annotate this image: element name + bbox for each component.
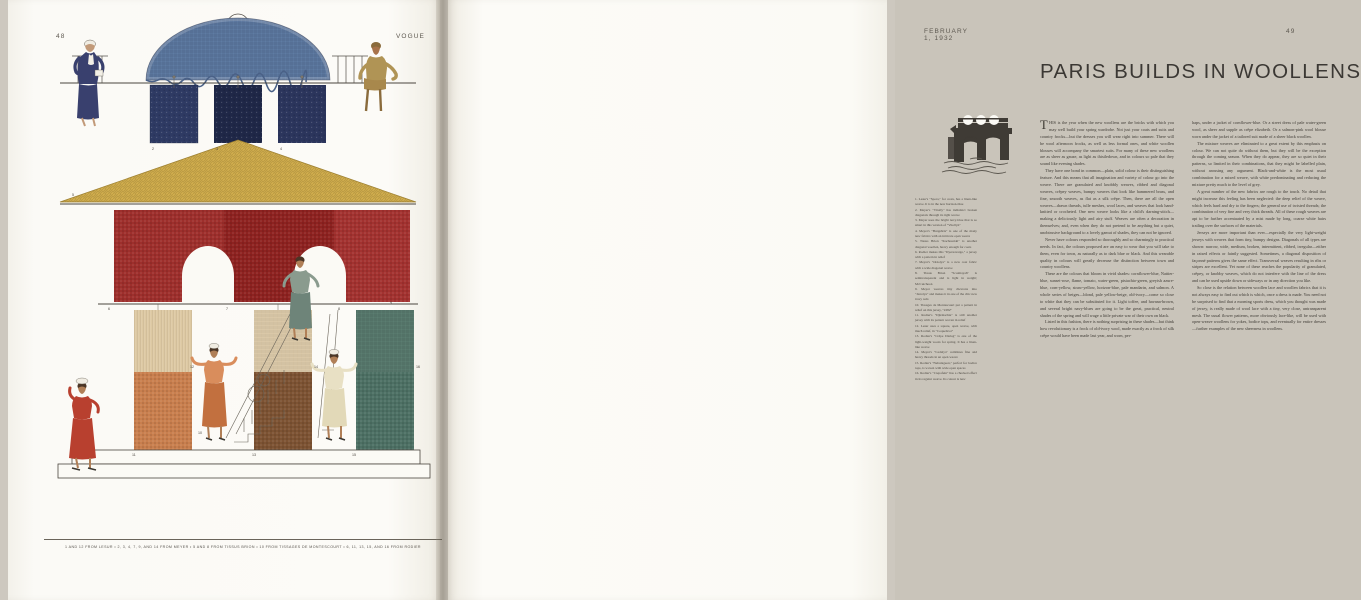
- caption-item: 16. Rodier's "Crepafein" has a checked effect in its regular weave. Its colour is new: [915, 371, 977, 381]
- swatch-col-oat: [254, 310, 312, 450]
- swatch-pediment: [60, 140, 416, 204]
- svg-text:5: 5: [72, 193, 74, 197]
- page-title: PARIS BUILDS IN WOOLLENS: [1040, 60, 1361, 83]
- right-folio: 49: [1286, 28, 1296, 35]
- caption-item: 5. Tissus Brion "Kachouriah" is another diagonal woollen, heavy enough for coats: [915, 239, 977, 249]
- article-paragraph: They have one bond in common—plain, solid colour is their distinguishing feature. And this means that all imagination and variety of colour go into the weave. There are granulated and knobbly weaves, ribbed and diagonal weaves, crêpey weaves, bumpy weaves that look like hammered brass, and fine, smooth weaves, as flat as a silk crêpe. Then, there are all the open weaves—drawn threads, tulle meshes, wool laces, and weaves that look hand-knitted or crocheted. One new weave looks like a child's darning-stitch—making a deliciously light and airy stuff. Weaves are often a decoration in themselves; and, even when they do not pretend to be anything but a quiet, unobtrusive background to a lovely gamut of shades, they can not be ignored.: [1040, 168, 1174, 235]
- caption-item: 13. Rodier's "Crêpe Dialog" is one of the light-weight wools for spring. It has a linen-like weave: [915, 334, 977, 349]
- svg-text:6: 6: [108, 307, 110, 311]
- water-lines: [942, 158, 1008, 174]
- svg-text:13: 13: [252, 453, 256, 457]
- plinth: [58, 450, 430, 478]
- caption-item: 15. Rodier's "Nebulageon," perfect for bodice tops, is woven with wide open spaces: [915, 360, 977, 370]
- caption-item: 8. Tissus Brion "Scotmayah" is semitransparent and is light in weight; McCutcheon: [915, 270, 977, 286]
- svg-text:4: 4: [280, 147, 282, 151]
- caption-item: 12. Lesur uses a square, open weave, with much relief, in "Coquelicot": [915, 323, 977, 334]
- svg-text:12: 12: [190, 365, 194, 369]
- article-column-2: [1192, 120, 1326, 333]
- svg-text:16: 16: [416, 365, 420, 369]
- article-paragraph: A great number of the new fabrics are rough to the touch. No detail that might increase this feeling has been neglected: the deep relief of the weave, which feels hard and dry to the fingers; the general use of twisted threads; the combination of very fine and very thick threads. All of these rough weaves are apt to be further accentuated by a mist made by long, coarse white hairs trailing over the surfaces of the materials.: [1192, 188, 1326, 229]
- figure-terracotta: [192, 343, 236, 440]
- article-paragraph: [1040, 120, 1174, 168]
- swatch-col-teal: [356, 310, 414, 450]
- left-folio: 48: [56, 33, 66, 40]
- article-paragraph: Never have colours responded so thoroughly and so charmingly to practical needs. In fact, the colours proposed are an easy to wear that you will take to them, even for town, as naturally as to dark blue or black. And this wearable quality in colours will greatly decrease the distinction between town and country woollens.: [1040, 236, 1174, 270]
- swatch-credits: 1 AND 12 FROM LESUR • 2, 3, 4, 7, 9, AND 14 FROM MEYER • 5 AND 8 FROM TISSUS BRION • 10 FROM TISSAGES DE MONTESCOURT • 6, 11, 13, 15, AND 16 FROM RODIER: [65, 545, 421, 549]
- brick-pins: [158, 304, 278, 310]
- credits-rule: [44, 539, 442, 540]
- publication-name: VOGUE: [396, 33, 425, 40]
- illustration: [38, 14, 438, 539]
- article-paragraph: So close is the relation between woollen lace and woollen fabrics that it is not always easy to find out which is which, once a dress is made. You need not be surprised to find that a morning sports dress, which you thought was made of jersey, is really made of wool lace with a tiny, very close, untransparent mesh. The usual flower patterns, more obviously lace-like, will be used with open-weave woollens for yokes, bodice tops, and eventually for entire dresses—further examples of the new sheerness in woollens.: [1192, 285, 1326, 332]
- caption-item: 10. Tissages de Montescourt put a pattern in relief on this jersey, "2282": [915, 302, 977, 312]
- figure-ivory: [312, 349, 356, 440]
- svg-text:8: 8: [338, 307, 340, 311]
- figure-tan-seated: [360, 42, 396, 111]
- svg-text:14: 14: [314, 365, 318, 369]
- right-page: [448, 0, 1361, 600]
- swatch-column-navy-right: [278, 85, 326, 143]
- svg-text:15: 15: [352, 453, 356, 457]
- swatch-col-cream: [134, 310, 192, 450]
- drop-cap: T: [1040, 118, 1048, 132]
- caption-item: 4. Meyer's "Burgehris" is one of the many new fabrics with an intricate open weave: [915, 228, 977, 238]
- article-paragraph: Listed in this fashion, there is nothing surprising in these shades—but think how revolutionary is a frock of old-ivory wool, made exactly as a frock of silk crêpe would have been made last year, and worn, per-: [1040, 319, 1174, 339]
- issue-date: FEBRUARY 1, 1932: [924, 28, 968, 42]
- article-paragraph: These are the colours that bloom in vivid shades: cornflower-blue, Nattier-blue, sunset-rose, flame, tomato, water-green, pistachio-green, greyish azure-blue, corn-yellow, straw-yellow, horizon-blue, pale mandarin, and salmon. A whole series of beiges—blond, pale yellow-beige, old-ivory—come so close to white that they can be substituted for it. Light toffee, and havana-brown, and several bright navy-blues are going to be the great, practical, neutral shades of the spring and will wage a little private war of their own on black.: [1040, 271, 1174, 318]
- caption-item: 3. Meyer uses the bright navy-blue that is so smart in this version of "Vitollyn": [915, 218, 977, 228]
- aqueduct-vignette: [940, 103, 1022, 177]
- caption-item: 1. Lesur's "Spora," for coats, has a linen-like weave. It is in the new horizon-blue: [915, 197, 977, 207]
- svg-text:9: 9: [390, 301, 392, 305]
- left-page: [8, 0, 440, 600]
- article-paragraph: Jerseys are more important than ever—especially the very light-weight jerseys with weaves that form tiny, bumpy designs. Diagonals of all types are shown: narrow, wide, medium, broken, intermittent, ribbed, irregular—either in raised effects or faintly suggested. Sometimes, a diagonal disposition of façonné patterns gives the same effect. Transversal weaves resulting in ribs or stripes are excellent. Yet none of these reaches the popularity of granulated, crêpey, or knobby weaves, which do not interfere with the line of the dress and can be used upside down or sideways or in any direction you like.: [1192, 230, 1326, 284]
- caption-item: 14. Meyer's "Cedalya" combines fine and heavy threads in an open weave: [915, 350, 977, 360]
- caption-item: 6. Rodier makes this "Dyersavarge," a jersey with a pattern in relief: [915, 249, 977, 260]
- svg-text:7: 7: [226, 307, 228, 311]
- caption-item: 11. Rodier's "Djirmachie" is still another jersey with its pattern woven in relief: [915, 313, 977, 323]
- svg-text:11: 11: [132, 453, 136, 457]
- svg-text:3: 3: [216, 147, 218, 151]
- svg-text:2: 2: [152, 147, 154, 151]
- figure-red: [69, 378, 98, 470]
- caption-item: 7. Meyer's "Oréolya" is a new coat fabric with a wide diagonal weave: [915, 260, 977, 270]
- swatch-caption-column: [915, 197, 977, 382]
- caption-item: 9. Meyer weaves tiny chevrons into "Jarrelya" and makes it in one of the chic new ivory reds: [915, 286, 977, 302]
- article-paragraph: The mixture weaves are eliminated to a great extent by this emphasis on colour. We can not quite do without them, but they will be the exception through the coming season. When they do appear, they are so quiet in their patterns, so limited in their combinations, that they might be labelled plain, without arousing any argument. Black-and-white is the most usual combination for a mixed weave, with white predominating and reducing the mixture pretty much to the level of grey.: [1192, 140, 1326, 187]
- swatch-column-navy-left: [150, 85, 198, 143]
- illustration-svg: [38, 14, 438, 539]
- article-paragraph: haps, under a jacket of cornflower-blue. Or a street dress of pale water-green wool, as sheer and supple as crêpe elizabeth. Or a salmon-pink wool blouse worn under the jacket of a tailored suit made of a sheer black woollen.: [1192, 120, 1326, 139]
- caption-item: 2. Meyer's "Vitolly" has indistinct broken diagonals through its tight weave: [915, 207, 977, 217]
- swatch-column-navy-center: [214, 85, 262, 143]
- svg-text:10: 10: [198, 431, 202, 435]
- paragraph-text: HIS is the year when the new woollens are the bricks with which you may well build your spring wardrobe. Not just your coats and suits and country frocks—but the dresses you will wear right into summer. There will be wool afternoon frocks, as well as less formal ones, and white woollen blouses will accompany the smartest suits. For many of these new woollens are as sheer as gauze, as light as thistledown, and in colours so pale that they sound like evening shades.: [1040, 120, 1174, 167]
- article-column-1: [1040, 120, 1174, 340]
